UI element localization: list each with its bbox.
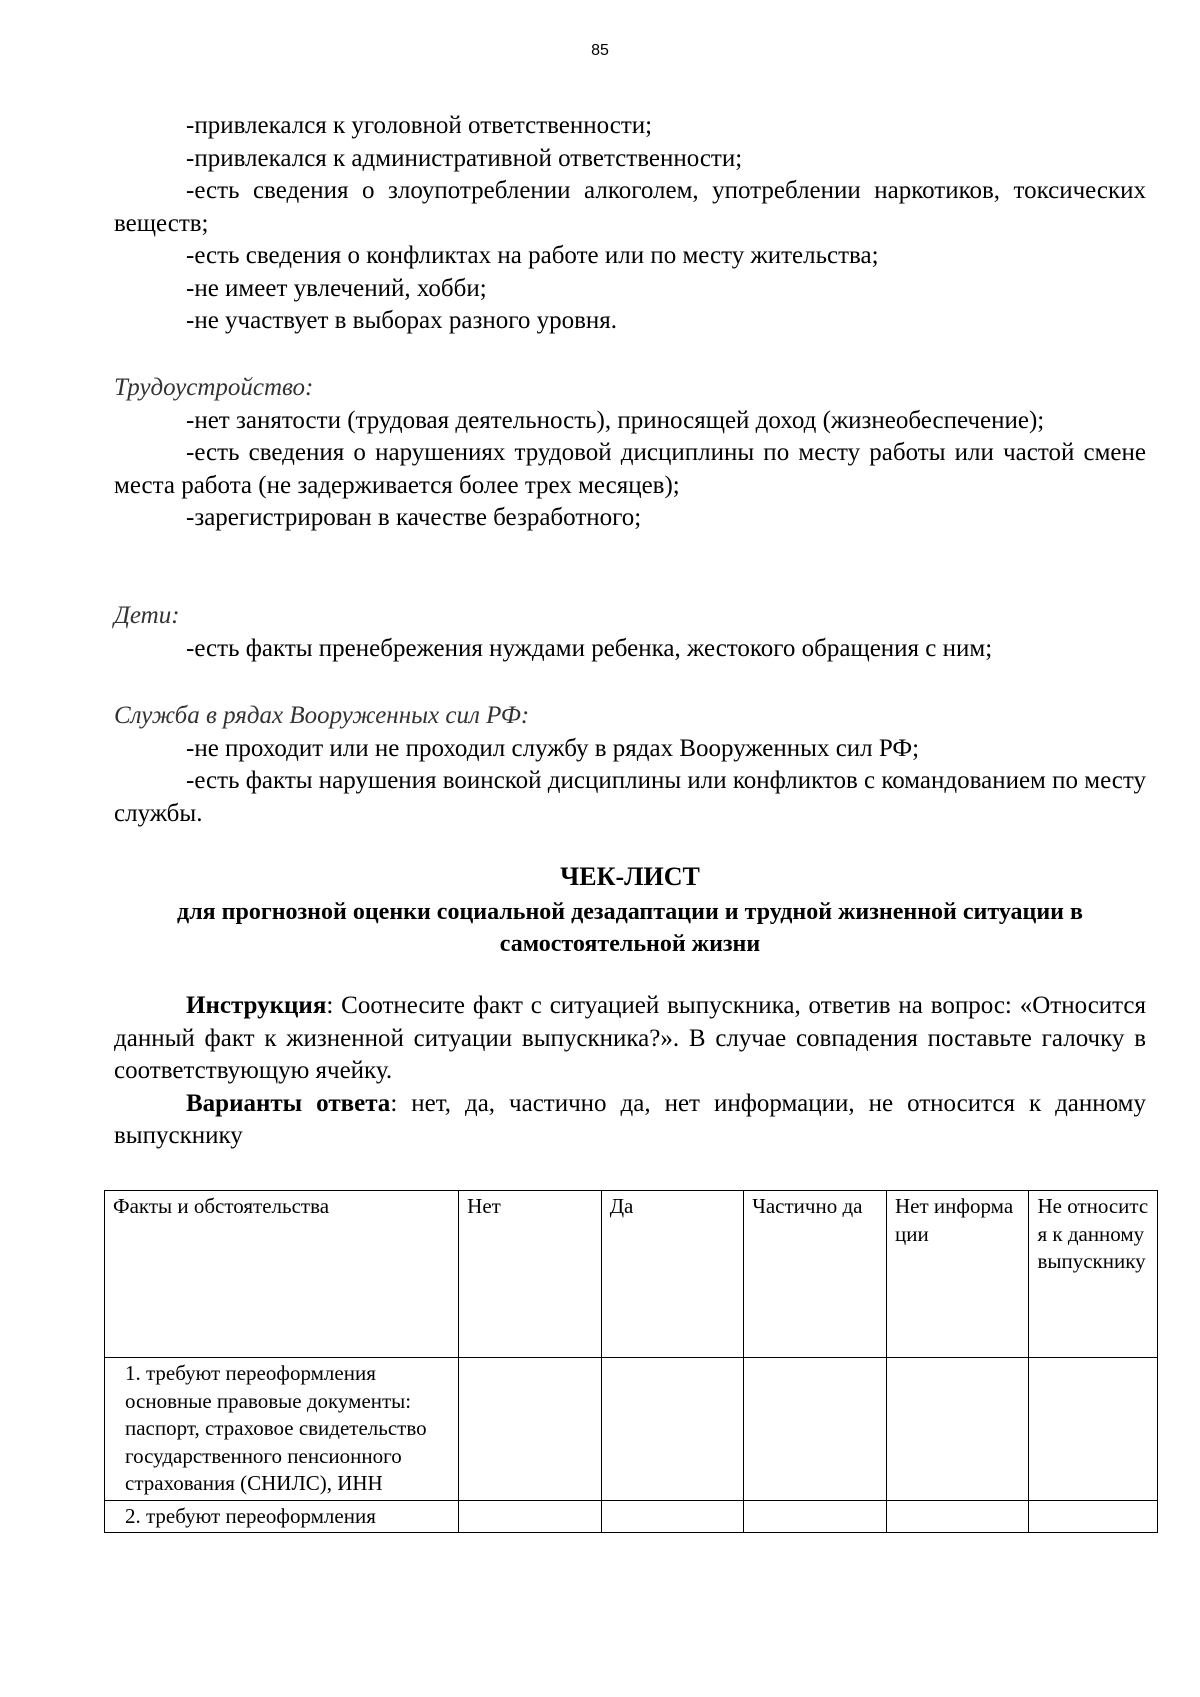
list-item: -зарегистрирован в качестве безработного; — [186, 504, 642, 531]
column-header-no-info: Нет информации — [887, 1191, 1029, 1358]
variants-label: Варианты ответа — [186, 1089, 391, 1117]
answer-cell-not-applicable[interactable] — [1029, 1358, 1158, 1501]
table-header-row — [105, 1191, 1158, 1358]
fact-cell: 2. требуют переоформления — [105, 1500, 459, 1533]
instruction-text: : Соотнесите факт с ситуацией выпускника, ответив на вопрос: «Относится данный факт к жизненной ситуации выпускника?». В случае совпадения поставьте галочку в соответствующую ячейку. — [114, 992, 1146, 1084]
section-heading: Трудоустройство: — [114, 374, 314, 401]
answer-cell-yes[interactable] — [601, 1358, 743, 1501]
answer-cell-partly-yes[interactable] — [744, 1500, 887, 1533]
list-item: -не проходит или не проходил службу в рядах Вооруженных сил РФ; — [186, 734, 920, 762]
section-military — [114, 700, 1146, 830]
section-heading: Служба в рядах Вооруженных сил РФ: — [114, 702, 530, 729]
list-item: -не имеет увлечений, хобби; — [186, 274, 487, 302]
answer-cell-yes[interactable] — [601, 1500, 743, 1533]
list-item: -нет занятости (трудовая деятельность), приносящей доход (жизнеобеспечение); — [186, 406, 1045, 434]
instruction-label: Инструкция — [186, 992, 327, 1019]
list-item: -есть сведения о конфликтах на работе или по месту жительства; — [186, 242, 879, 269]
checklist-subtitle-text: для прогнозной оценки социальной дезадаптации и трудной жизненной ситуации в самостоятельной жизни — [177, 899, 1083, 957]
answer-cell-not-applicable[interactable] — [1029, 1500, 1158, 1533]
answer-cell-no[interactable] — [459, 1500, 602, 1533]
instruction-block — [114, 990, 1146, 1153]
page-number: 85 — [591, 42, 609, 59]
column-header-not-applicable: Не относится к данному выпускнику — [1029, 1191, 1158, 1358]
variants-paragraph — [114, 1088, 1146, 1153]
section-employment — [114, 372, 1146, 535]
list-item: -есть сведения о нарушениях трудовой дисциплины по месту работы или частой смене места работа (не задерживается более трех месяцев); — [114, 439, 1146, 499]
column-header-partly-yes: Частично да — [744, 1191, 887, 1358]
section-heading: Дети: — [114, 602, 180, 629]
column-header-no: Нет — [459, 1191, 602, 1358]
answer-cell-no-info[interactable] — [887, 1500, 1029, 1533]
fact-cell: 1. требуют переоформления основные правовые документы: паспорт, страховое свидетельство государственного пенсионного страхования (СНИЛС), ИНН — [105, 1358, 459, 1501]
checklist-subtitle — [114, 896, 1146, 960]
instruction-paragraph — [114, 990, 1146, 1088]
variants-text: : нет, да, частично да, нет информации, не относится к данному выпускнику — [114, 1089, 1147, 1149]
table-row — [105, 1500, 1158, 1533]
answer-cell-partly-yes[interactable] — [744, 1358, 887, 1501]
section-children — [114, 600, 1146, 665]
list-item: -привлекался к административной ответственности; — [186, 144, 743, 172]
table-row — [105, 1358, 1158, 1501]
list-item: -не участвует в выборах разного уровня. — [186, 307, 618, 334]
answer-cell-no-info[interactable] — [887, 1358, 1029, 1501]
list-item: -есть факты пренебрежения нуждами ребенка, жестокого обращения с ним; — [186, 634, 993, 662]
intro-list — [114, 110, 1146, 338]
column-header-yes: Да — [601, 1191, 743, 1358]
checklist-table — [104, 1190, 1158, 1533]
column-header-facts: Факты и обстоятельства — [105, 1191, 459, 1358]
answer-cell-no[interactable] — [459, 1358, 602, 1501]
list-item: -есть сведения о злоупотреблении алкоголем, употреблении наркотиков, токсических веществ; — [114, 177, 1146, 237]
list-item: -привлекался к уголовной ответственности; — [186, 112, 653, 139]
list-item: -есть факты нарушения воинской дисциплины или конфликтов с командованием по месту службы. — [114, 767, 1146, 827]
checklist-title: ЧЕК-ЛИСТ — [560, 862, 700, 891]
